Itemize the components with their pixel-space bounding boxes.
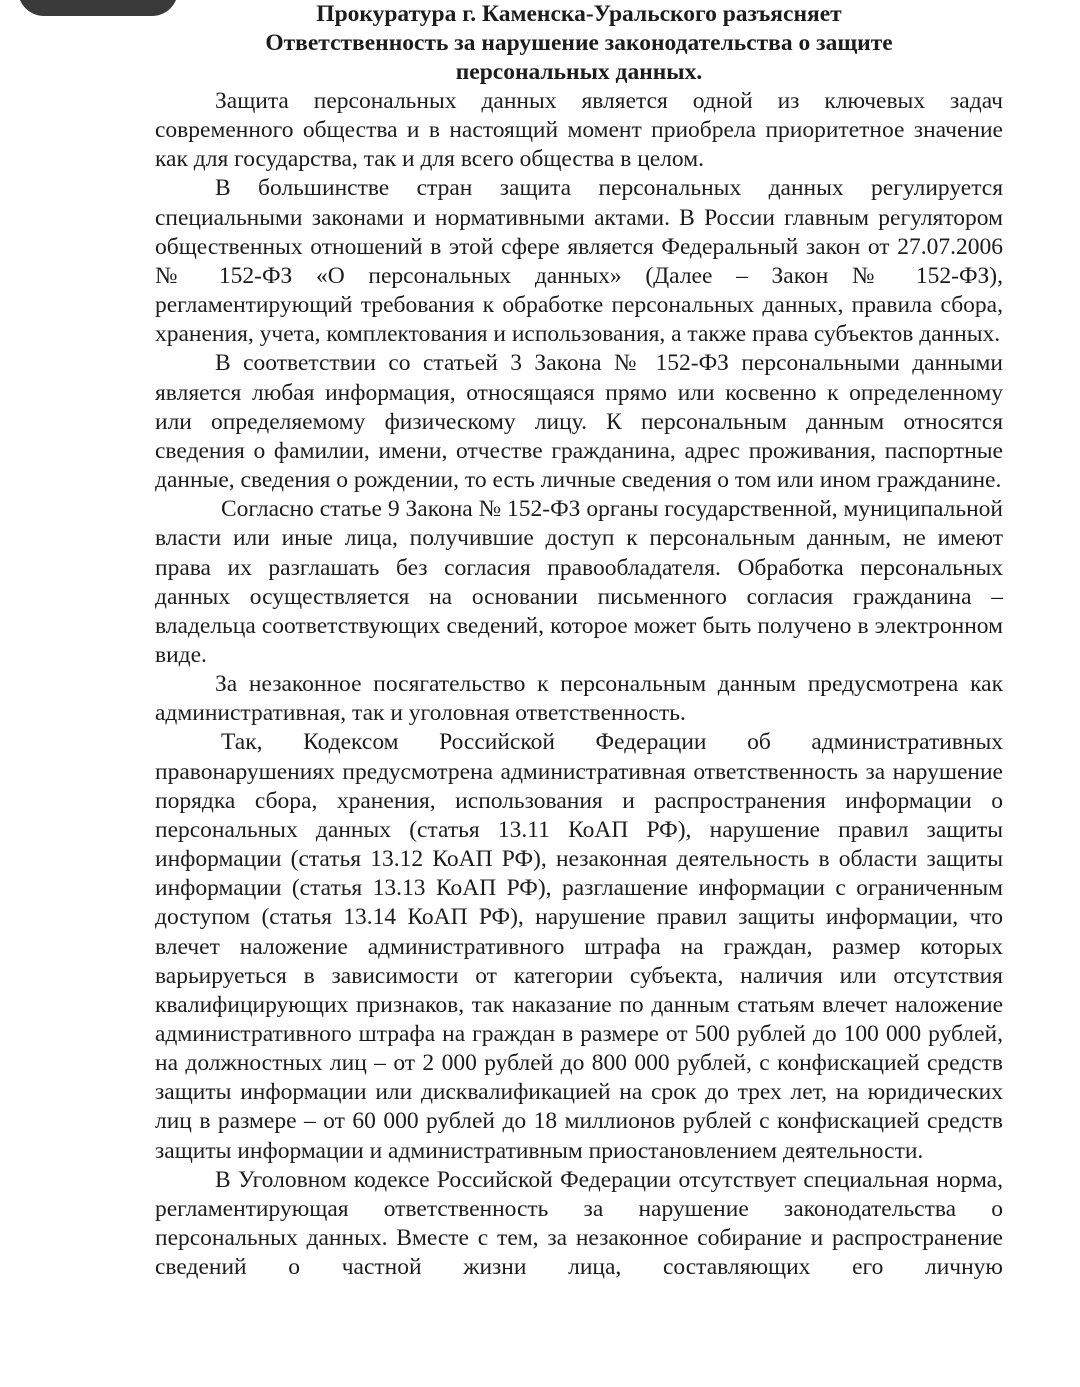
paragraph-intro: Защита персональных данных является одной из ключевых задач современного общества и в настоящий момент приобрела приоритетное значение как для государства, так и для всего общества в целом.: [155, 88, 1003, 173]
paragraph-liability: За незаконное посягательство к персональным данным предусмотрена как административная, так и уголовная ответственность.: [155, 671, 1003, 727]
heading-line-prosecutor: Прокуратура г. Каменска-Уральского разъясняет: [316, 1, 842, 27]
paragraph-consent: Согласно статье 9 Закона № 152-ФЗ органы государственной, муниципальной власти или иные лица, получившие доступ к персональным данным, не имеют права их разглашать без согласия правообладателя. Обработка персональных данных осуществляется на основании письменного согласия гражданина – владельца соответствующих сведений, которое может быть получено в электронном виде.: [155, 496, 1003, 668]
heading-line-subject-end: персональных данных.: [455, 59, 703, 85]
document-page: [155, 0, 1003, 1282]
paragraph-definition: В соответствии со статьей 3 Закона № 152-ФЗ персональными данными является любая информация, относящаяся прямо или косвенно к определенному или определяемому физическому лицу. К персональным данным относятся сведения о фамилии, имени, отчестве гражданина, адрес проживания, паспортные данные, сведения о рождении, то есть личные сведения о том или ином гражданине.: [155, 350, 1003, 494]
paragraph-administrative: Так, Кодексом Российской Федерации об административных правонарушениях предусмотрена административная ответственность за нарушение порядка сбора, хранения, использования и распространения информации о персональных данных (статья 13.11 КоАП РФ), нарушение правил защиты информации (статья 13.12 КоАП РФ), незаконная деятельность в области защиты информации (статья 13.13 КоАП РФ), разглашение информации с ограниченным доступом (статья 13.14 КоАП РФ), нарушение правил защиты информации, что влечет наложение административного штрафа на граждан, размер которых варьируеться в зависимости от категории субъекта, наличия или отсутствия квалифицирующих признаков, так наказание по данным статьям влечет наложение административного штрафа на граждан в размере от 500 рублей до 100 000 рублей, на должностных лиц – от 2 000 рублей до 800 000 рублей, с конфискацией средств защиты информации или дисквалификацией на срок до трех лет, на юридических лиц в размере – от 60 000 рублей до 18 миллионов рублей с конфискацией средств защиты информации и административным приостановлением деятельности.: [155, 729, 1003, 1164]
viewer-corner-tab: [18, 0, 178, 16]
paragraph-legislation: В большинстве стран защита персональных данных регулируется специальными законами и нормативными актами. В России главным регулятором общественных отношений в этой сфере является Федеральный закон от 27.07.2006 № 152-ФЗ «О персональных данных» (Далее – Закон № 152-ФЗ), регламентирующий требования к обработке персональных данных, правила сбора, хранения, учета, комплектования и использования, а также права субъектов данных.: [155, 175, 1003, 348]
document-body: [155, 87, 1003, 1282]
paragraph-criminal: В Уголовном кодексе Российской Федерации отсутствует специальная норма, регламентирующая ответственность за нарушение законодательства о персональных данных. Вместе с тем, за незаконное собирание и распространение сведений о частной жизни лица, составляющих его личную: [155, 1166, 1003, 1281]
document-heading: [155, 0, 1003, 87]
heading-line-subject: Ответственность за нарушение законодательства о защите: [265, 30, 893, 56]
